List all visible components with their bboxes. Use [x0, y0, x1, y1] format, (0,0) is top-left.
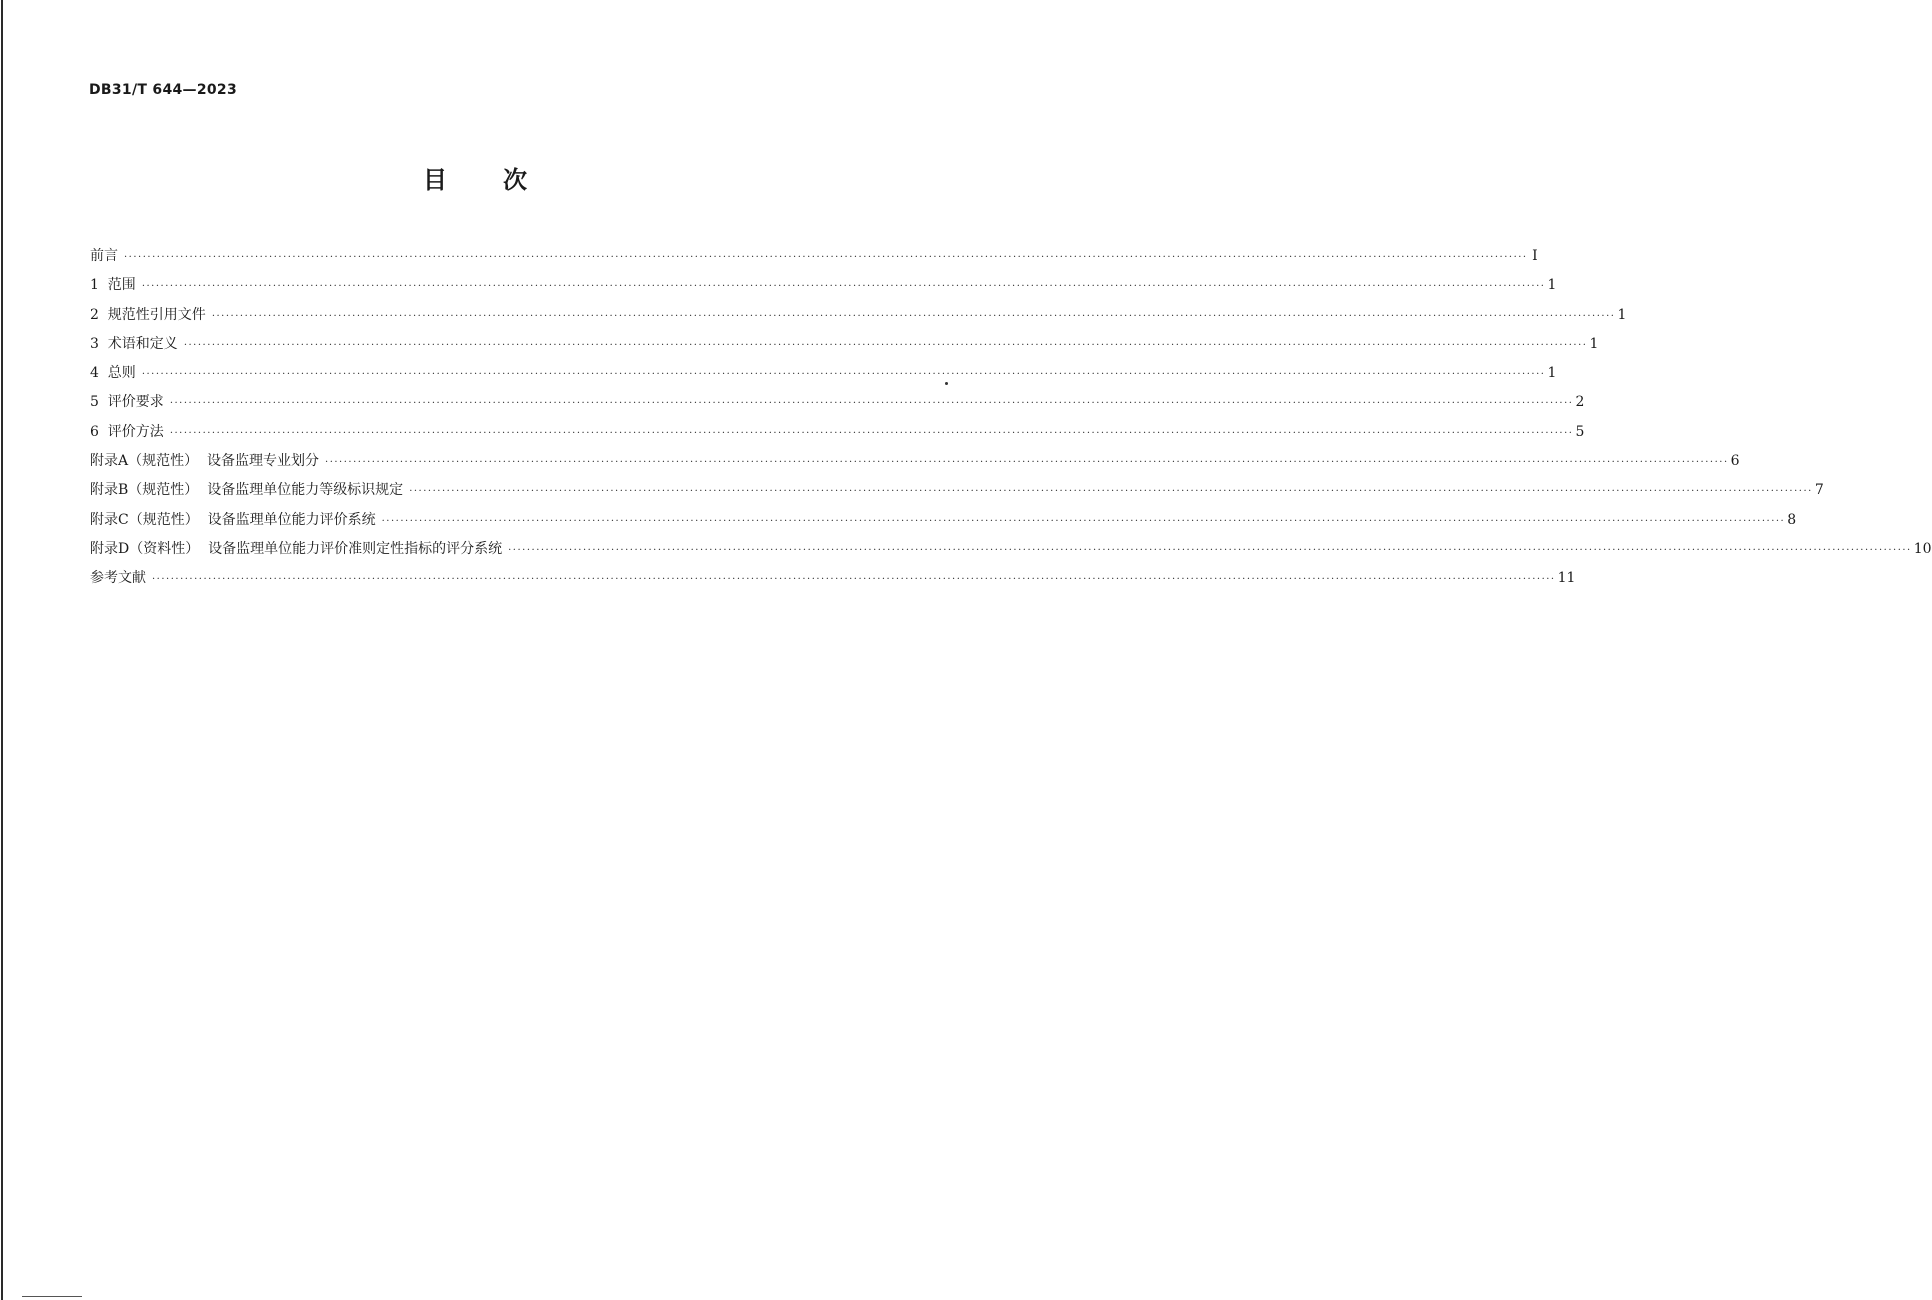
toc-entry-label: 前言 [90, 248, 118, 264]
toc-leader-dots: ············································································································································································································································································································ [169, 427, 1574, 439]
toc-entry-page: 11 [1557, 570, 1576, 587]
toc-entry-label: 参考文献 [90, 570, 146, 587]
toc-entry-page: 1 [1547, 277, 1557, 294]
toc-list [90, 242, 1932, 594]
toc-entry-label: 3 术语和定义 [90, 335, 178, 352]
toc-entry-label: 5 评价要求 [90, 394, 164, 411]
toc-entry-label: 附录D（资料性） 设备监理单位能力评价准则定性指标的评分系统 [90, 540, 503, 557]
document-code: DB31/T 644—2023 [89, 82, 237, 98]
toc-entry-page: 1 [1617, 306, 1627, 323]
toc-entry-page: 8 [1787, 511, 1797, 528]
toc-title-char-1: 目 [423, 166, 447, 194]
toc-entry-label: 1 范围 [90, 277, 136, 294]
scan-edge-bottom [22, 1296, 82, 1297]
toc-entry[interactable] [90, 476, 1824, 505]
toc-title [0, 160, 950, 195]
scan-edge-left [1, 0, 3, 1300]
toc-entry-page: 2 [1575, 394, 1585, 411]
toc-leader-dots: ············································································································································································································································································································ [183, 339, 1588, 351]
toc-entry[interactable] [90, 418, 1585, 447]
toc-entry-label: 2 规范性引用文件 [90, 306, 206, 323]
toc-entry-label: 附录A（规范性） 设备监理专业划分 [90, 453, 320, 470]
toc-entry[interactable] [90, 447, 1740, 476]
toc-entry-page: Ⅰ [1532, 248, 1538, 264]
toc-leader-dots: ············································································································································································································································································································ [508, 544, 1912, 556]
toc-entry[interactable] [90, 359, 1557, 388]
toc-leader-dots: ············································································································································································································································································································ [409, 486, 1813, 498]
toc-entry-label: 附录C（规范性） 设备监理单位能力评价系统 [90, 511, 376, 528]
toc-leader-dots: ············································································································································································································································································································ [141, 369, 1546, 381]
toc-entry-page: 6 [1730, 453, 1740, 470]
toc-leader-dots: ············································································································································································································································································································ [325, 457, 1729, 469]
toc-leader-dots: ············································································································································································································································································································ [124, 252, 1528, 263]
toc-entry-page: 1 [1547, 365, 1557, 382]
toc-entry[interactable] [90, 388, 1585, 417]
toc-leader-dots: ············································································································································································································································································································ [211, 310, 1616, 322]
toc-entry[interactable] [90, 242, 1538, 271]
toc-entry[interactable] [90, 564, 1576, 593]
toc-entry-page: 7 [1814, 482, 1824, 499]
toc-entry-label: 6 评价方法 [90, 423, 164, 440]
toc-leader-dots: ············································································································································································································································································································ [381, 515, 1786, 527]
toc-leader-dots: ············································································································································································································································································································ [141, 281, 1546, 293]
toc-entry-page: 10 [1913, 540, 1932, 557]
toc-leader-dots: ············································································································································································································································································································ [152, 574, 1556, 586]
toc-leader-dots: ············································································································································································································································································································ [169, 398, 1574, 410]
toc-entry[interactable] [90, 271, 1557, 300]
toc-entry[interactable] [90, 535, 1932, 564]
toc-entry-page: 5 [1575, 423, 1585, 440]
toc-entry-label: 4 总则 [90, 365, 136, 382]
toc-entry[interactable] [90, 330, 1599, 359]
toc-title-char-2: 次 [503, 166, 527, 194]
toc-entry-page: 1 [1589, 335, 1599, 352]
toc-entry[interactable] [90, 301, 1627, 330]
toc-entry-label: 附录B（规范性） 设备监理单位能力等级标识规定 [90, 482, 404, 499]
toc-entry[interactable] [90, 506, 1797, 535]
